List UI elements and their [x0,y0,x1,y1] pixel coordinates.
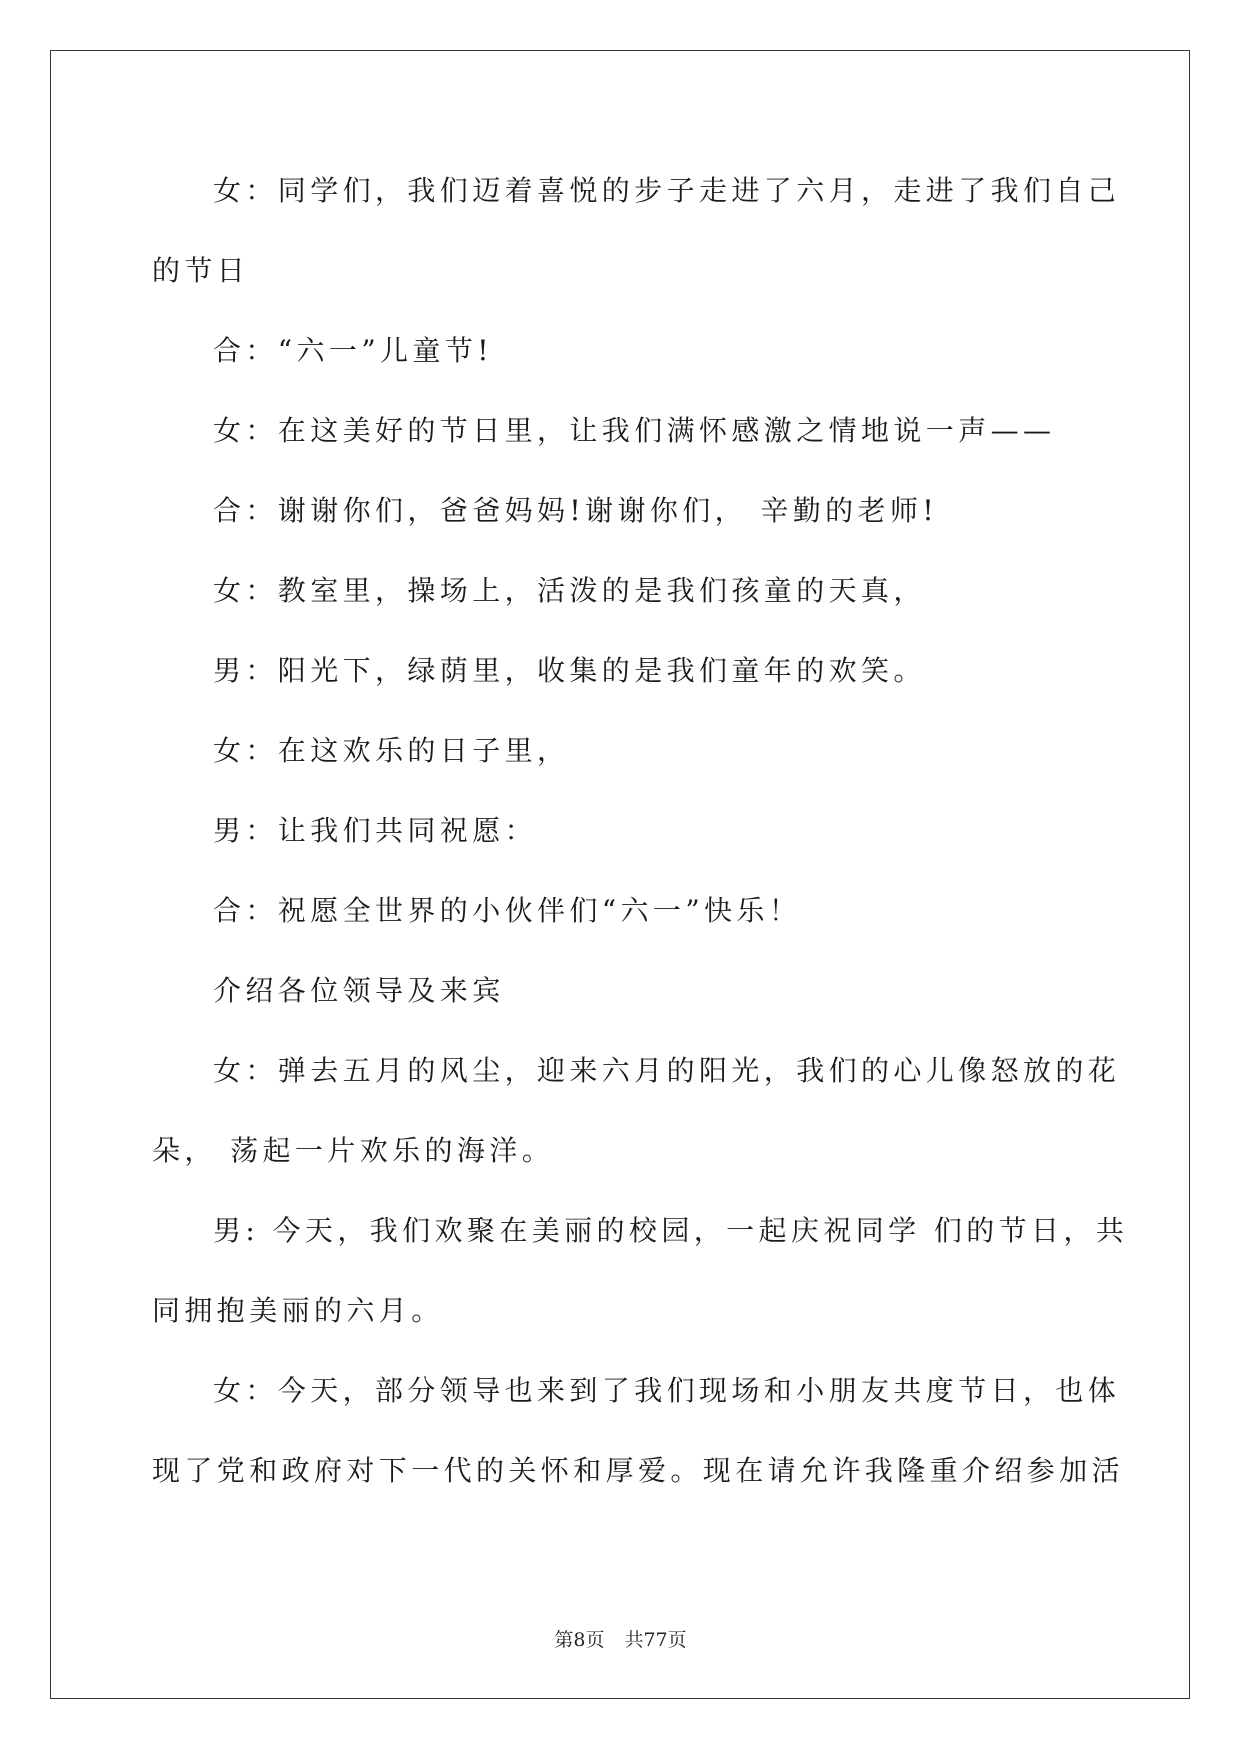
text-line: 女：教室里，操场上，活泼的是我们孩童的天真， [213,574,926,607]
page-total: 共77页 [624,1629,687,1651]
text-line: 女：同学们，我们迈着喜悦的步子走进了六月，走进了我们自己 [213,174,1121,207]
text-line: 合：祝愿全世界的小伙伴们“六一”快乐！ [213,894,802,927]
text-line: 女：在这欢乐的日子里， [213,734,570,767]
text-line: 女：今天，部分领导也来到了我们现场和小朋友共度节日，也体 [213,1374,1121,1407]
text-line: 男：阳光下，绿荫里，收集的是我们童年的欢笑。 [213,654,926,687]
page-number: 第8页 [554,1629,605,1651]
text-line: 现了党和政府对下一代的关怀和厚爱。现在请允许我隆重介绍参加活 [152,1454,1125,1487]
text-line: 合：谢谢你们，爸爸妈妈!谢谢你们， 辛勤的老师! [213,494,939,527]
page-footer [0,1628,1241,1652]
text-line: 合：“六一”儿童节! [213,334,493,367]
text-line: 男: 今天，我们欢聚在美丽的校园，一起庆祝同学 们的节日，共 [213,1214,1129,1247]
text-line: 男：让我们共同祝愿： [213,814,538,847]
text-line: 同拥抱美丽的六月。 [152,1294,444,1327]
text-line: 朵， 荡起一片欢乐的海洋。 [152,1134,555,1167]
text-line: 的节日 [152,254,250,287]
section-heading: 介绍各位领导及来宾 [213,974,505,1007]
text-line: 女：在这美好的节日里，让我们满怀感激之情地说一声—— [213,414,1056,447]
text-line: 女：弹去五月的风尘，迎来六月的阳光，我们的心儿像怒放的花 [213,1054,1121,1087]
